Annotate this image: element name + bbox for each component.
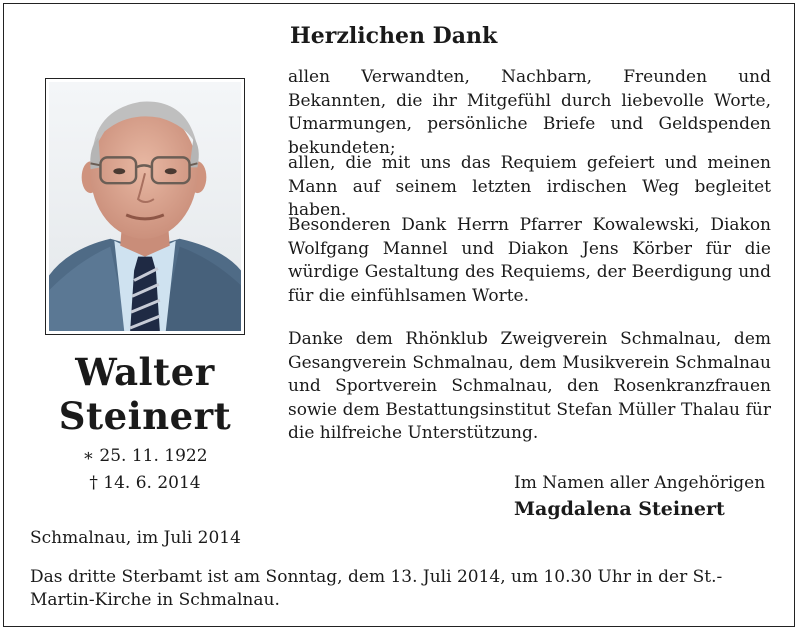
deceased-first-name: Walter bbox=[75, 350, 215, 394]
birth-date: ∗ 25. 11. 1922 bbox=[82, 446, 208, 466]
thanks-paragraph-1: allen Verwandten, Nachbarn, Freunden und Bekannten, die ihr Mitgefühl durch liebevolle Worte, Umarmungen, persönliche Briefe und Geldspenden bekundeten; bbox=[288, 67, 771, 158]
deceased-last-name: Steinert bbox=[58, 394, 232, 438]
thanks-paragraph-3: Besonderen Dank Herrn Pfarrer Kowalewski, Diakon Wolfgang Mannel und Diakon Jens Körber für die würdige Gestaltung des Requiems, der Beerdigung und für die einfühlsamen Worte. bbox=[288, 215, 771, 306]
place-date: Schmalnau, im Juli 2014 bbox=[30, 528, 241, 548]
death-date: † 14. 6. 2014 bbox=[89, 473, 201, 493]
closing-line: Im Namen aller Angehörigen bbox=[514, 473, 766, 493]
portrait-photo bbox=[45, 78, 245, 335]
thanks-paragraph-2: allen, die mit uns das Requiem gefeiert und meinen Mann auf seinem letzten irdischen Weg begleitet haben. bbox=[288, 153, 771, 220]
mass-notice: Das dritte Sterbamt ist am Sonntag, dem 13. Juli 2014, um 10.30 Uhr in der St.-Martin-Kirche in Schmalnau. bbox=[30, 567, 723, 610]
portrait-illustration bbox=[49, 82, 241, 331]
signer-name: Magdalena Steinert bbox=[514, 498, 725, 520]
thanks-paragraph-4: Danke dem Rhönklub Zweigverein Schmalnau, dem Gesangverein Schmalnau, dem Musikverein Schmalnau und Sportverein Schmalnau, den Rosenkranzfrauen sowie dem Bestattungsinstitut Stefan Müller Thalau für die hilfreiche Unterstützung. bbox=[288, 329, 771, 443]
thanks-heading: Herzlichen Dank bbox=[290, 23, 498, 49]
